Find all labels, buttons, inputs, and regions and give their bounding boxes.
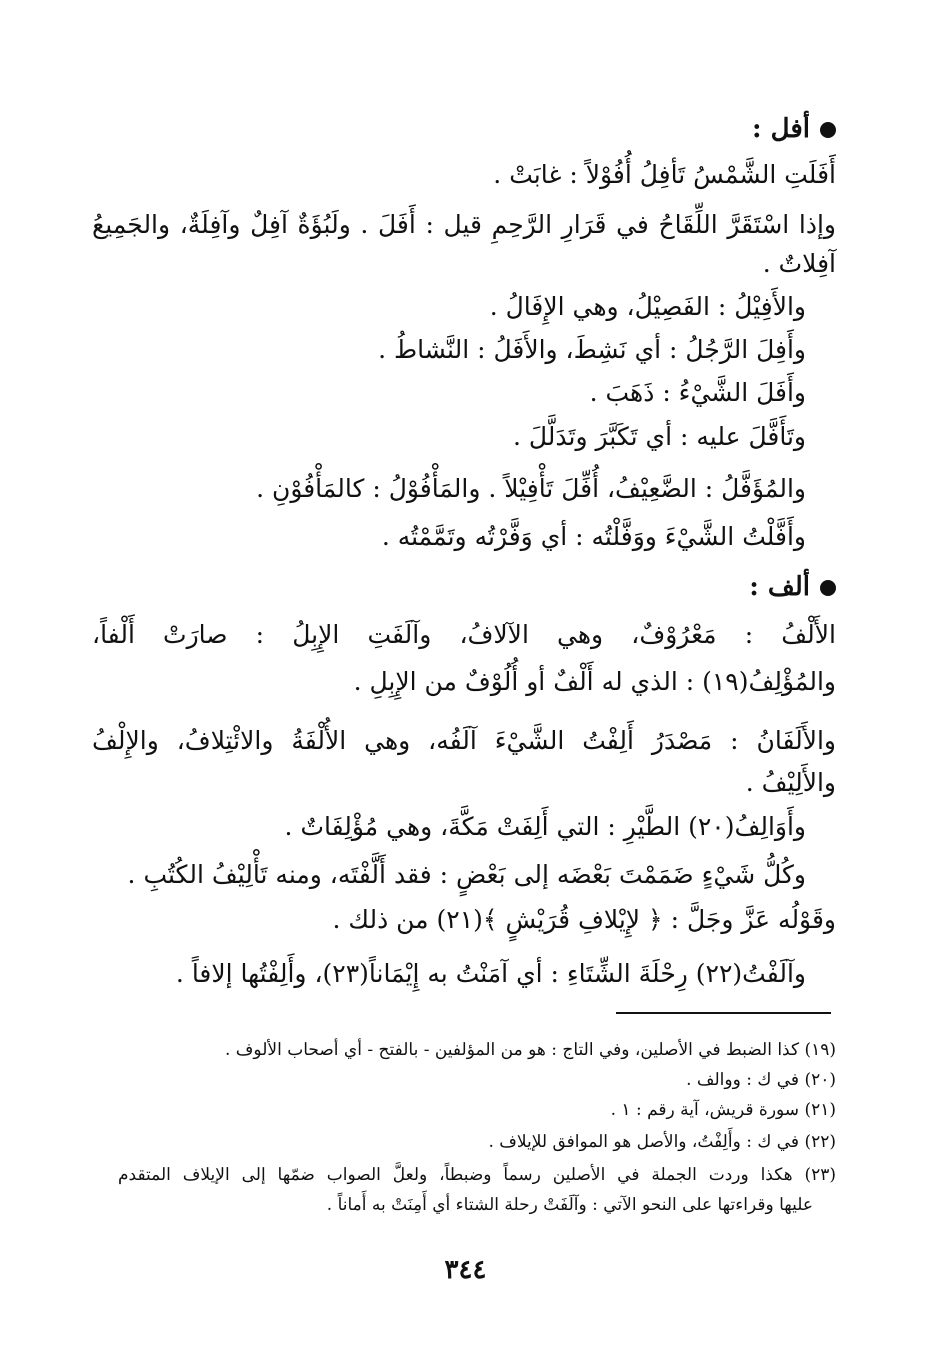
footnote: (٢٣) هكذا وردت الجملة في الأصلين رسماً وضبطاً، ولعلَّ الصواب ضمّها إلى الإيلاف المتقدم [118,1165,836,1185]
bullet-icon [820,580,836,596]
bullet-icon [820,122,836,138]
text-line: وآلَفْتُ(٢٢) رِحْلَةَ الشِّتَاءِ : أي آمَنْتُ به إِيْمَاناً(٢٣)، وأَلِفْتُها إلافاً . [175,959,806,988]
text-line: والمُؤْلِفُ(١٩) : الذي له أَلْفٌ أو أُلُوْفٌ من الإِبِلِ . [353,667,836,696]
footnote: (٢٠) في ك : ووالف . [686,1070,836,1090]
text-line: والمُؤَفَّلُ : الضَّعِيْفُ، أُفِّلَ تَأْفِيْلاً . والمَأْفُوْلُ : كالمَأْفُوْنِ . [256,474,806,503]
entry-heading-afl: أفل : [752,112,836,146]
footnote: (١٩) كذا الضبط في الأصلين، وفي التاج : هو من المؤلفين - بالفتح - أي أصحاب الألوف . [225,1040,836,1060]
text-line: وأَفَلَ الشَّيْءُ : ذَهَبَ . [589,378,806,407]
text-line: الأَلْفُ : مَعْرُوْفٌ، وهي الآلافُ، وآلَفَتِ الإِبِلُ : صارَتْ أَلْفاً، [92,620,836,649]
entry-heading-alf: ألف : [749,570,836,604]
text-line: وأَفِلَ الرَّجُلُ : أي نَشِطَ، والأَفَلُ : النَّشاطُ . [378,335,806,364]
text-line: وأَفَّلْتُ الشَّيْءَ ووَفَّلْتُه : أي وَفَّرْتُه وتَمَّمْتُه . [381,522,806,551]
text-line: والأَفِيْلُ : الفَصِيْلُ، وهي الإِفَالُ . [489,292,806,321]
text-line: وقَوْلُه عَزَّ وجَلَّ : ﴿ لإِيْلافِ قُرَيْشٍ ﴾(٢١) من ذلك . [332,905,836,934]
footnote-continuation: عليها وقراءتها على النحو الآتي : وآلَفَتْ رحلة الشتاء أي أَمِنَتْ به أَماناً . [326,1195,813,1215]
text-line: والأَلَفَانُ : مَصْدَرُ أَلِفْتُ الشَّيْءَ آلَفُه، وهي الأُلْفَةُ والائْتِلافُ، والإِلْفُ [92,726,836,755]
footnote-divider [616,1012,831,1014]
footnote: (٢٢) في ك : وأَلِفْتُ، والأصل هو الموافق للإيلاف . [488,1132,836,1152]
text-line: وأَوَالِفُ(٢٠) الطَّيْرِ : التي أَلِفَتْ مَكَّةَ، وهي مُؤْلِفَاتٌ . [284,812,806,841]
text-line: والأَلِيْفُ . [745,768,836,797]
text-line: وكُلُّ شَيْءٍ ضَمَمْتَ بَعْضَه إلى بَعْضٍ : فقد أَلَّفْتَه، ومنه تَأْلِيْفُ الكُتُبِ . [127,860,806,889]
page-number: ٣٤٤ [444,1255,487,1285]
footnote: (٢١) سورة قريش، آية رقم : ١ . [610,1100,836,1120]
text-line: وتَأَفَّلَ عليه : أي تَكَبَّرَ وتَدَلَّلَ . [512,422,806,451]
text-line: أَفَلَتِ الشَّمْسُ تَأفِلُ أُفُوْلاً : غابَتْ . [493,160,836,189]
text-line: وإذا اسْتَقَرَّ اللِّقَاحُ في قَرَارِ الرَّحِمِ قيل : أَفَلَ . ولَبُؤَةٌ آفِلٌ وآفِلَةٌ، والجَمِيعُ [92,210,836,239]
text-line: آفِلاتٌ . [762,249,836,278]
